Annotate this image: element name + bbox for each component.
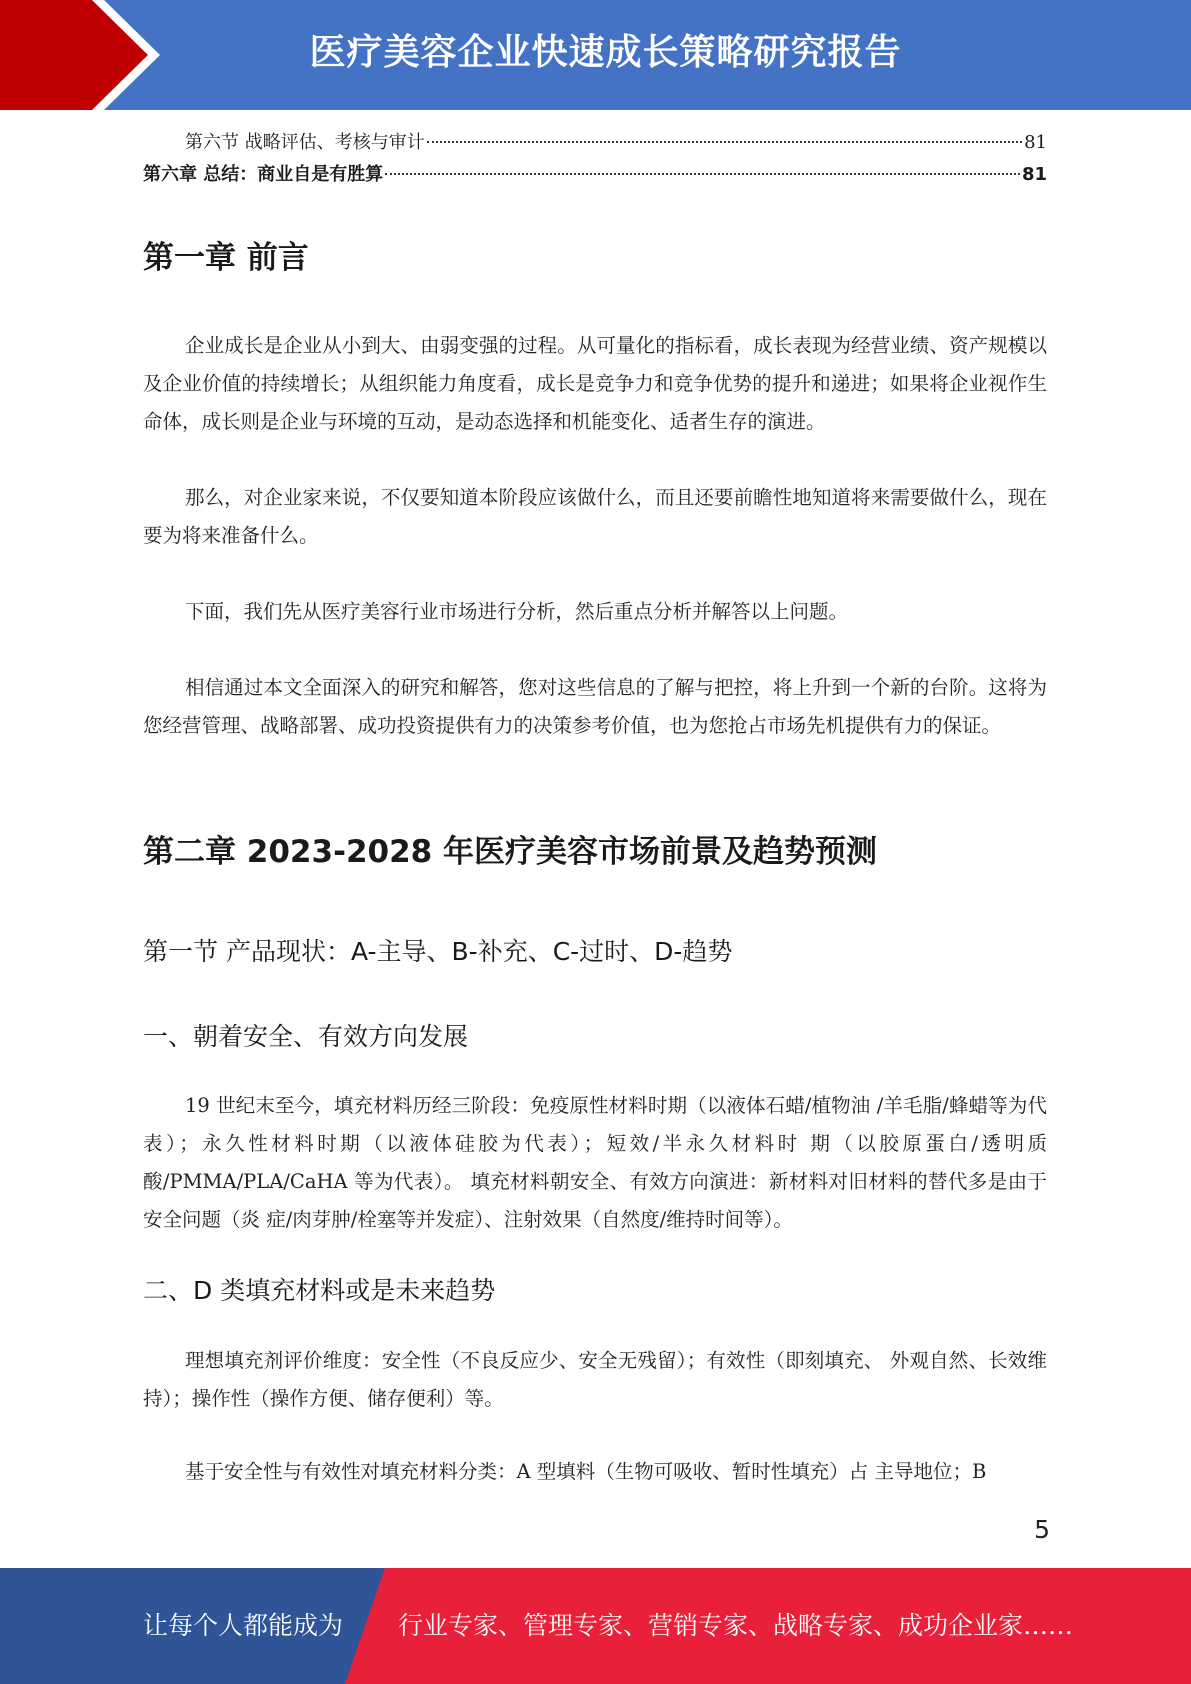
toc-entry[interactable] xyxy=(143,160,1047,192)
paragraph: 下面，我们先从医疗美容行业市场进行分析，然后重点分析并解答以上问题。 xyxy=(185,600,849,623)
toc-entry-label: 第六节 战略评估、考核与审计 xyxy=(185,132,425,153)
chapter-2-heading: 第二章 2023-2028 年医疗美容市场前景及趋势预测 xyxy=(143,834,878,870)
paragraph: 那么，对企业家来说，不仅要知道本阶段应该做什么，而且还要前瞻性地知道将来需要做什么，现在要为将来准备什么。 xyxy=(143,486,1047,547)
subsection-heading: 一、朝着安全、有效方向发展 xyxy=(143,1022,469,1051)
paragraph: 相信通过本文全面深入的研究和解答，您对这些信息的了解与把控，将上升到一个新的台阶。这将为您经营管理、战略部署、成功投资提供有力的决策参考价值，也为您抢占市场先机提供有力的保证。 xyxy=(143,676,1047,737)
header-title: 医疗美容企业快速成长策略研究报告 xyxy=(309,32,902,73)
footer-slogan-right: 行业专家、管理专家、营销专家、战略专家、成功企业家…… xyxy=(398,1611,1074,1640)
toc-leader xyxy=(427,141,1022,143)
chapter-1-heading: 第一章 前言 xyxy=(143,240,309,276)
section-heading: 第一节 产品现状：A-主导、B-补充、C-过时、D-趋势 xyxy=(143,937,733,966)
toc-entry-page: 81 xyxy=(1021,164,1047,185)
footer-slogan-left: 让每个人都能成为 xyxy=(143,1611,344,1640)
toc-leader xyxy=(385,173,1020,175)
paragraph: 企业成长是企业从小到大、由弱变强的过程。从可量化的指标看，成长表现为经营业绩、资产规模以及企业价值的持续增长；从组织能力角度看，成长是竞争力和竞争优势的提升和递进；如果将企业视作生命体，成长则是企业与环境的互动，是动态选择和机能变化、适者生存的演进。 xyxy=(143,334,1047,433)
toc-entry[interactable] xyxy=(143,128,1047,160)
paragraph: 19 世纪末至今，填充材料历经三阶段：免疫原性材料时期（以液体石蜡/植物油 /羊毛脂/蜂蜡等为代表）；永久性材料时期（以液体硅胶为代表）；短效/半永久材料时 期（以胶原蛋白/透明质酸/PMMA/PLA/CaHA 等为代表）。 填充材料朝安全、有效方向演进：新材料对旧材料的替代多是由于安全问题（炎 症/肉芽肿/栓塞等并发症）、注射效果（自然度/维持时间等）。 xyxy=(143,1094,1047,1231)
paragraph: 基于安全性与有效性对填充材料分类：A 型填料（生物可吸收、暂时性填充）占 主导地位；B xyxy=(185,1460,987,1483)
page-number: 5 xyxy=(1034,1515,1050,1544)
subsection-heading: 二、D 类填充材料或是未来趋势 xyxy=(143,1276,496,1305)
toc-entry-label: 第六章 总结：商业自是有胜算 xyxy=(143,164,384,185)
table-of-contents xyxy=(143,128,1047,192)
toc-entry-page: 81 xyxy=(1024,132,1047,153)
paragraph: 理想填充剂评价维度：安全性（不良反应少、安全无残留）；有效性（即刻填充、 外观自然、长效维持）；操作性（操作方便、储存便利）等。 xyxy=(143,1349,1047,1410)
